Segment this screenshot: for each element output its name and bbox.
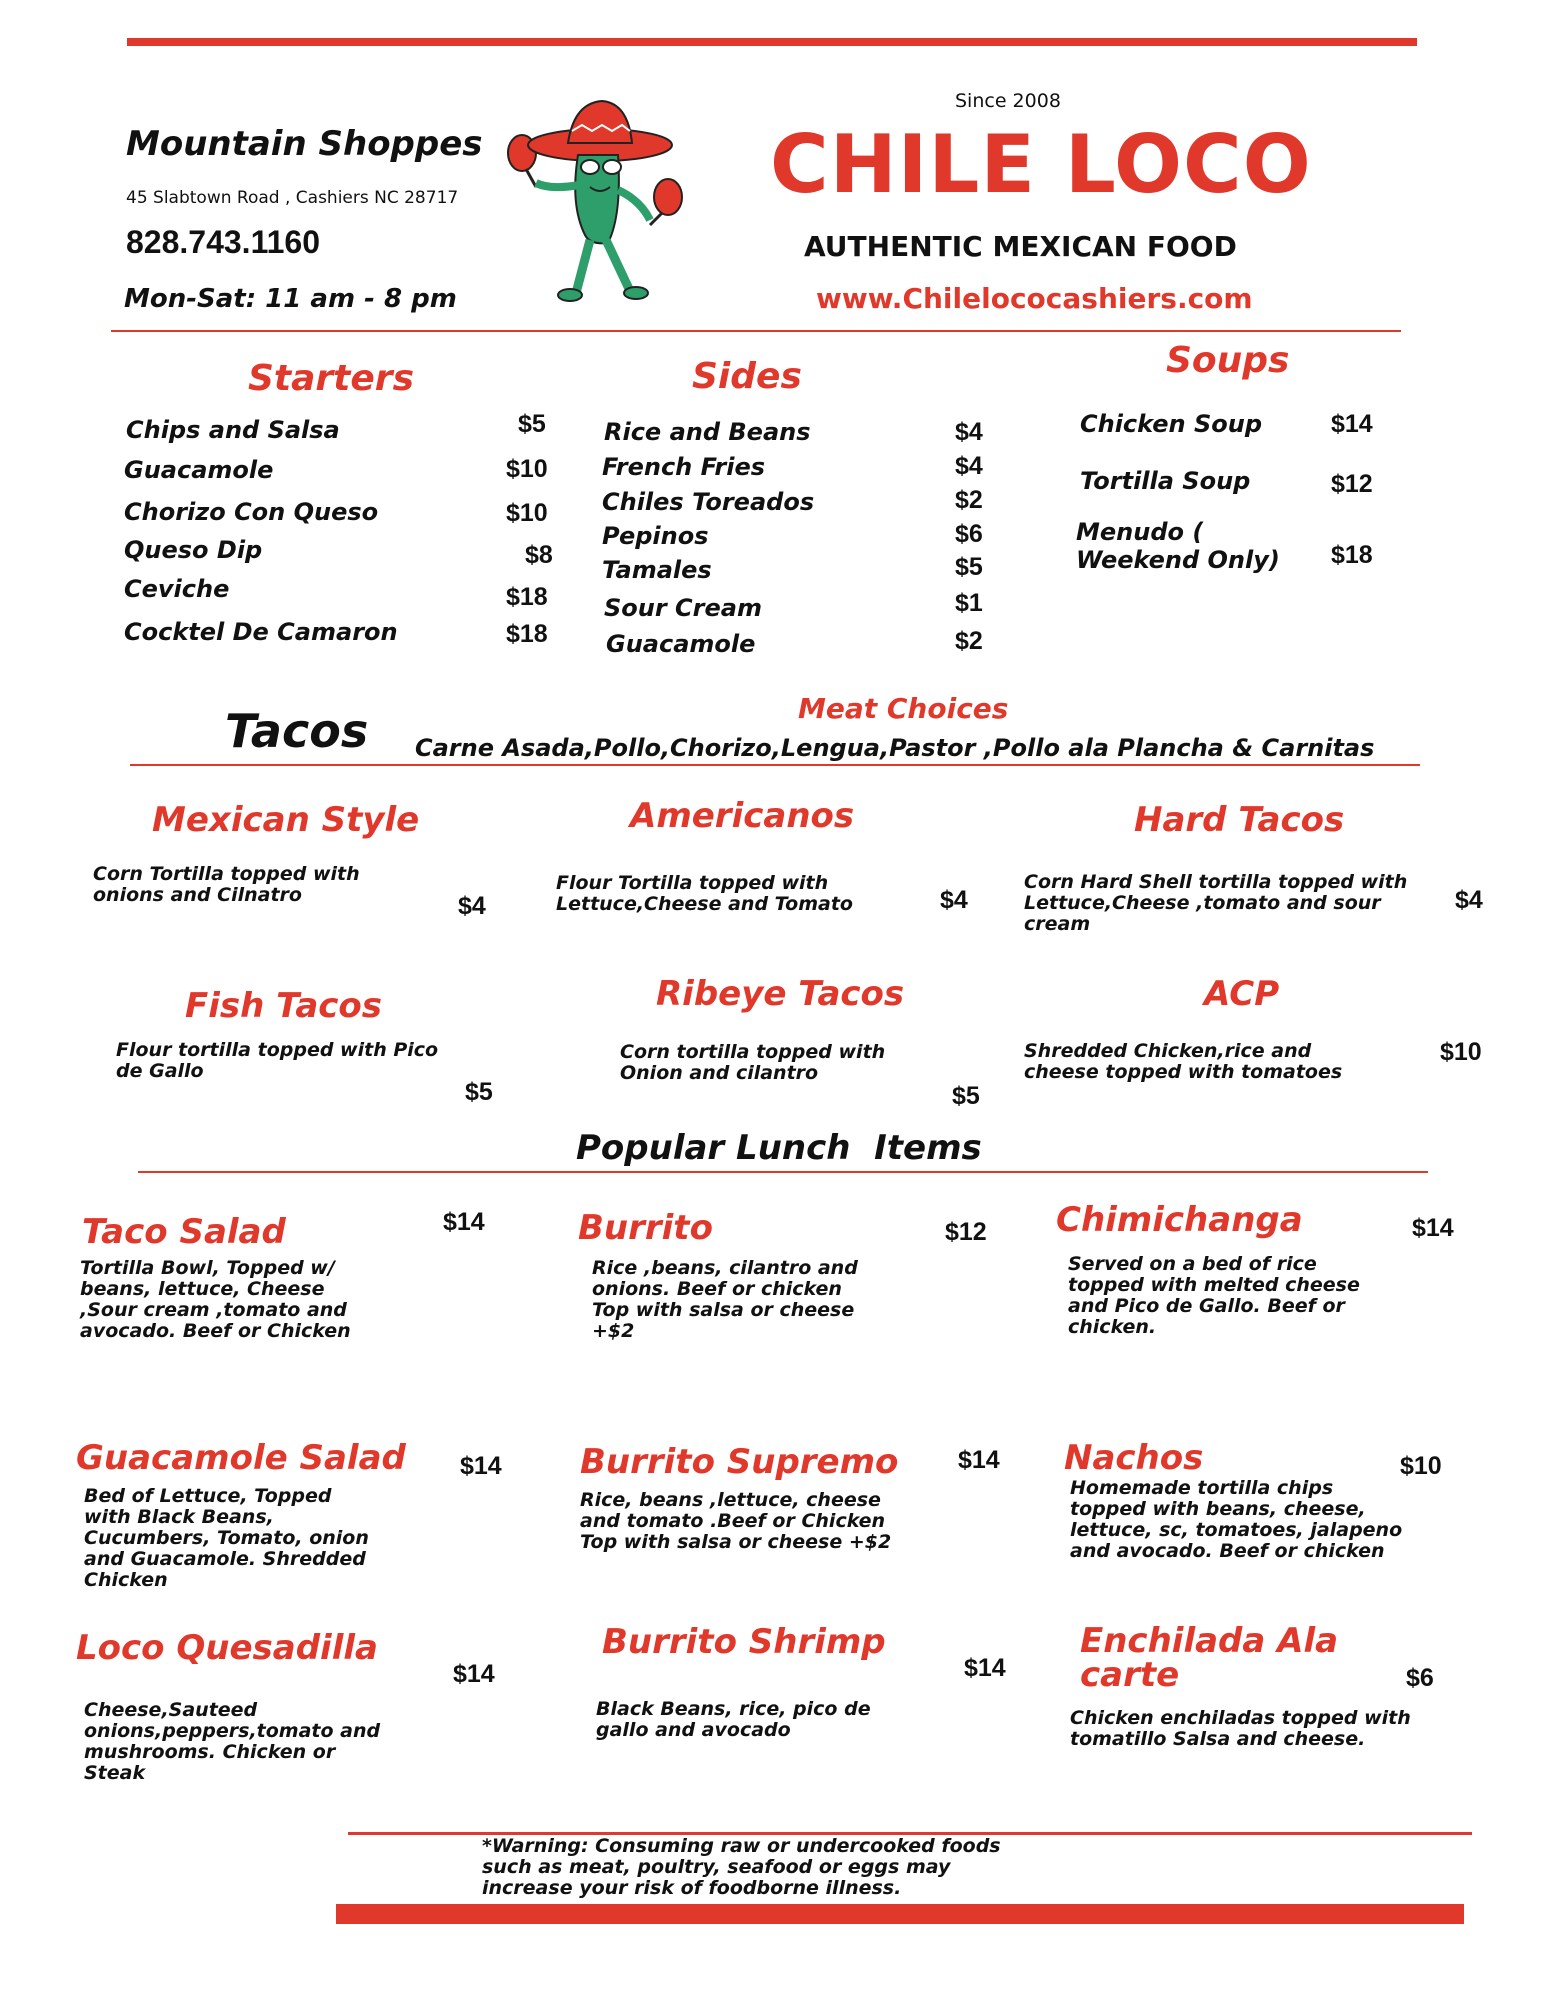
header-divider	[111, 330, 1401, 332]
price: $14	[460, 1452, 502, 1480]
since-label: Since 2008	[955, 90, 1061, 112]
list-item: Cocktel De Camaron	[124, 618, 398, 646]
price: $10	[1400, 1452, 1442, 1480]
list-item: Guacamole	[606, 630, 756, 658]
price: $14	[1412, 1214, 1454, 1242]
lunch-divider	[138, 1171, 1428, 1173]
dish-desc: Black Beans, rice, pico de gallo and avocado	[596, 1698, 871, 1741]
dish-desc: Homemade tortilla chips topped with beans, cheese, lettuce, sc, tomatoes, jalapeno and avocado. Beef or chicken	[1070, 1477, 1403, 1562]
chile-mascot-logo	[490, 95, 700, 305]
price: $10	[506, 455, 548, 483]
location-name: Mountain Shoppes	[126, 124, 483, 164]
price: $14	[443, 1208, 485, 1236]
dish-desc: Served on a bed of rice topped with melted cheese and Pico de Gallo. Beef or chicken.	[1068, 1253, 1360, 1338]
price: $4	[955, 452, 983, 480]
list-item: Guacamole	[124, 456, 274, 484]
price: $8	[525, 541, 553, 569]
list-item: Menudo ( Weekend Only)	[1076, 518, 1280, 574]
dish-title: Burrito Shrimp	[602, 1622, 886, 1662]
meat-choices-label: Meat Choices	[798, 692, 1009, 725]
dish-title: ACP	[1204, 974, 1280, 1014]
list-item: Pepinos	[602, 522, 709, 550]
tacos-divider	[130, 764, 1420, 766]
price: $5	[952, 1082, 980, 1110]
dish-title: Guacamole Salad	[76, 1438, 406, 1478]
dish-desc: Cheese,Sauteed onions,peppers,tomato and mushrooms. Chicken or Steak	[84, 1699, 381, 1784]
top-bar	[127, 38, 1417, 46]
dish-title: Fish Tacos	[185, 986, 383, 1026]
dish-desc: Flour tortilla topped with Pico de Gallo	[116, 1039, 439, 1082]
price: $18	[1331, 541, 1373, 569]
price: $4	[955, 418, 983, 446]
list-item: Tamales	[602, 556, 712, 584]
soups-title: Soups	[1166, 340, 1290, 381]
list-item: Ceviche	[124, 575, 230, 603]
dish-desc: Rice, beans ,lettuce, cheese and tomato .Beef or Chicken Top with salsa or cheese +$2	[580, 1489, 892, 1553]
list-item: French Fries	[602, 453, 766, 481]
price: $2	[955, 486, 983, 514]
dish-desc: Tortilla Bowl, Topped w/ beans, lettuce, Cheese ,Sour cream ,tomato and avocado. Beef or Chicken	[80, 1257, 351, 1342]
price: $14	[964, 1654, 1006, 1682]
address: 45 Slabtown Road , Cashiers NC 28717	[126, 188, 459, 208]
list-item: Chips and Salsa	[126, 416, 340, 444]
price: $14	[453, 1660, 495, 1688]
dish-desc: Corn tortilla topped with Onion and cilantro	[620, 1041, 886, 1084]
dish-desc: Corn Hard Shell tortilla topped with Lettuce,Cheese ,tomato and sour cream	[1024, 871, 1408, 935]
price: $1	[955, 589, 983, 617]
starters-title: Starters	[248, 358, 414, 399]
brand-title: CHILE LOCO	[770, 118, 1312, 211]
price: $4	[940, 886, 968, 914]
dish-title: Americanos	[630, 796, 855, 836]
price: $5	[465, 1078, 493, 1106]
sides-title: Sides	[692, 356, 802, 397]
list-item: Tortilla Soup	[1080, 467, 1251, 495]
price: $6	[1406, 1664, 1434, 1692]
meat-choices-list: Carne Asada,Pollo,Chorizo,Lengua,Pastor ,Pollo ala Plancha & Carnitas	[415, 734, 1375, 762]
price: $18	[506, 620, 548, 648]
dish-desc: Shredded Chicken,rice and cheese topped with tomatoes	[1024, 1040, 1343, 1083]
price: $18	[506, 583, 548, 611]
lunch-title: Popular Lunch Items	[576, 1128, 982, 1168]
dish-title: Burrito Supremo	[580, 1442, 899, 1482]
price: $4	[1455, 886, 1483, 914]
dish-title: Taco Salad	[82, 1212, 286, 1252]
dish-title: Chimichanga	[1056, 1200, 1303, 1240]
price: $12	[1331, 470, 1373, 498]
list-item: Queso Dip	[124, 536, 263, 564]
dish-title: Hard Tacos	[1134, 800, 1345, 840]
list-item: Chicken Soup	[1080, 410, 1263, 438]
website-link[interactable]: www.Chilelococashiers.com	[816, 282, 1253, 315]
hours: Mon-Sat: 11 am - 8 pm	[124, 284, 457, 314]
dish-title: Ribeye Tacos	[656, 974, 905, 1014]
list-item: Chorizo Con Queso	[124, 498, 379, 526]
phone[interactable]: 828.743.1160	[126, 224, 320, 260]
tagline: AUTHENTIC MEXICAN FOOD	[804, 230, 1237, 263]
price: $10	[1440, 1038, 1482, 1066]
dish-title: Enchilada Ala carte	[1080, 1621, 1339, 1695]
price: $14	[958, 1446, 1000, 1474]
price: $12	[945, 1218, 987, 1246]
dish-desc: Bed of Lettuce, Topped with Black Beans, Cucumbers, Tomato, onion and Guacamole. Shredded Chicken	[84, 1485, 369, 1591]
price: $6	[955, 520, 983, 548]
bottom-bar	[336, 1904, 1464, 1924]
price: $14	[1331, 410, 1373, 438]
dish-desc: Rice ,beans, cilantro and onions. Beef or chicken Top with salsa or cheese +$2	[592, 1257, 858, 1342]
dish-desc: Flour Tortilla topped with Lettuce,Cheese and Tomato	[556, 872, 853, 915]
price: $2	[955, 627, 983, 655]
dish-title: Loco Quesadilla	[76, 1628, 378, 1668]
price: $5	[955, 553, 983, 581]
dish-title: Burrito	[578, 1208, 713, 1248]
price: $4	[458, 892, 486, 920]
price: $5	[518, 410, 546, 438]
dish-title: Nachos	[1064, 1438, 1204, 1478]
dish-desc: Chicken enchiladas topped with tomatillo Salsa and cheese.	[1070, 1707, 1411, 1750]
list-item: Chiles Toreados	[602, 488, 815, 516]
list-item: Sour Cream	[604, 594, 762, 622]
dish-desc: Corn Tortilla topped with onions and Cilnatro	[93, 863, 360, 906]
list-item: Rice and Beans	[604, 418, 811, 446]
price: $10	[506, 499, 548, 527]
dish-title: Mexican Style	[152, 800, 420, 840]
food-warning: *Warning: Consuming raw or undercooked foods such as meat, poultry, seafood or eggs may increase your risk of foodborne illness.	[482, 1835, 1001, 1899]
tacos-title: Tacos	[225, 704, 369, 758]
